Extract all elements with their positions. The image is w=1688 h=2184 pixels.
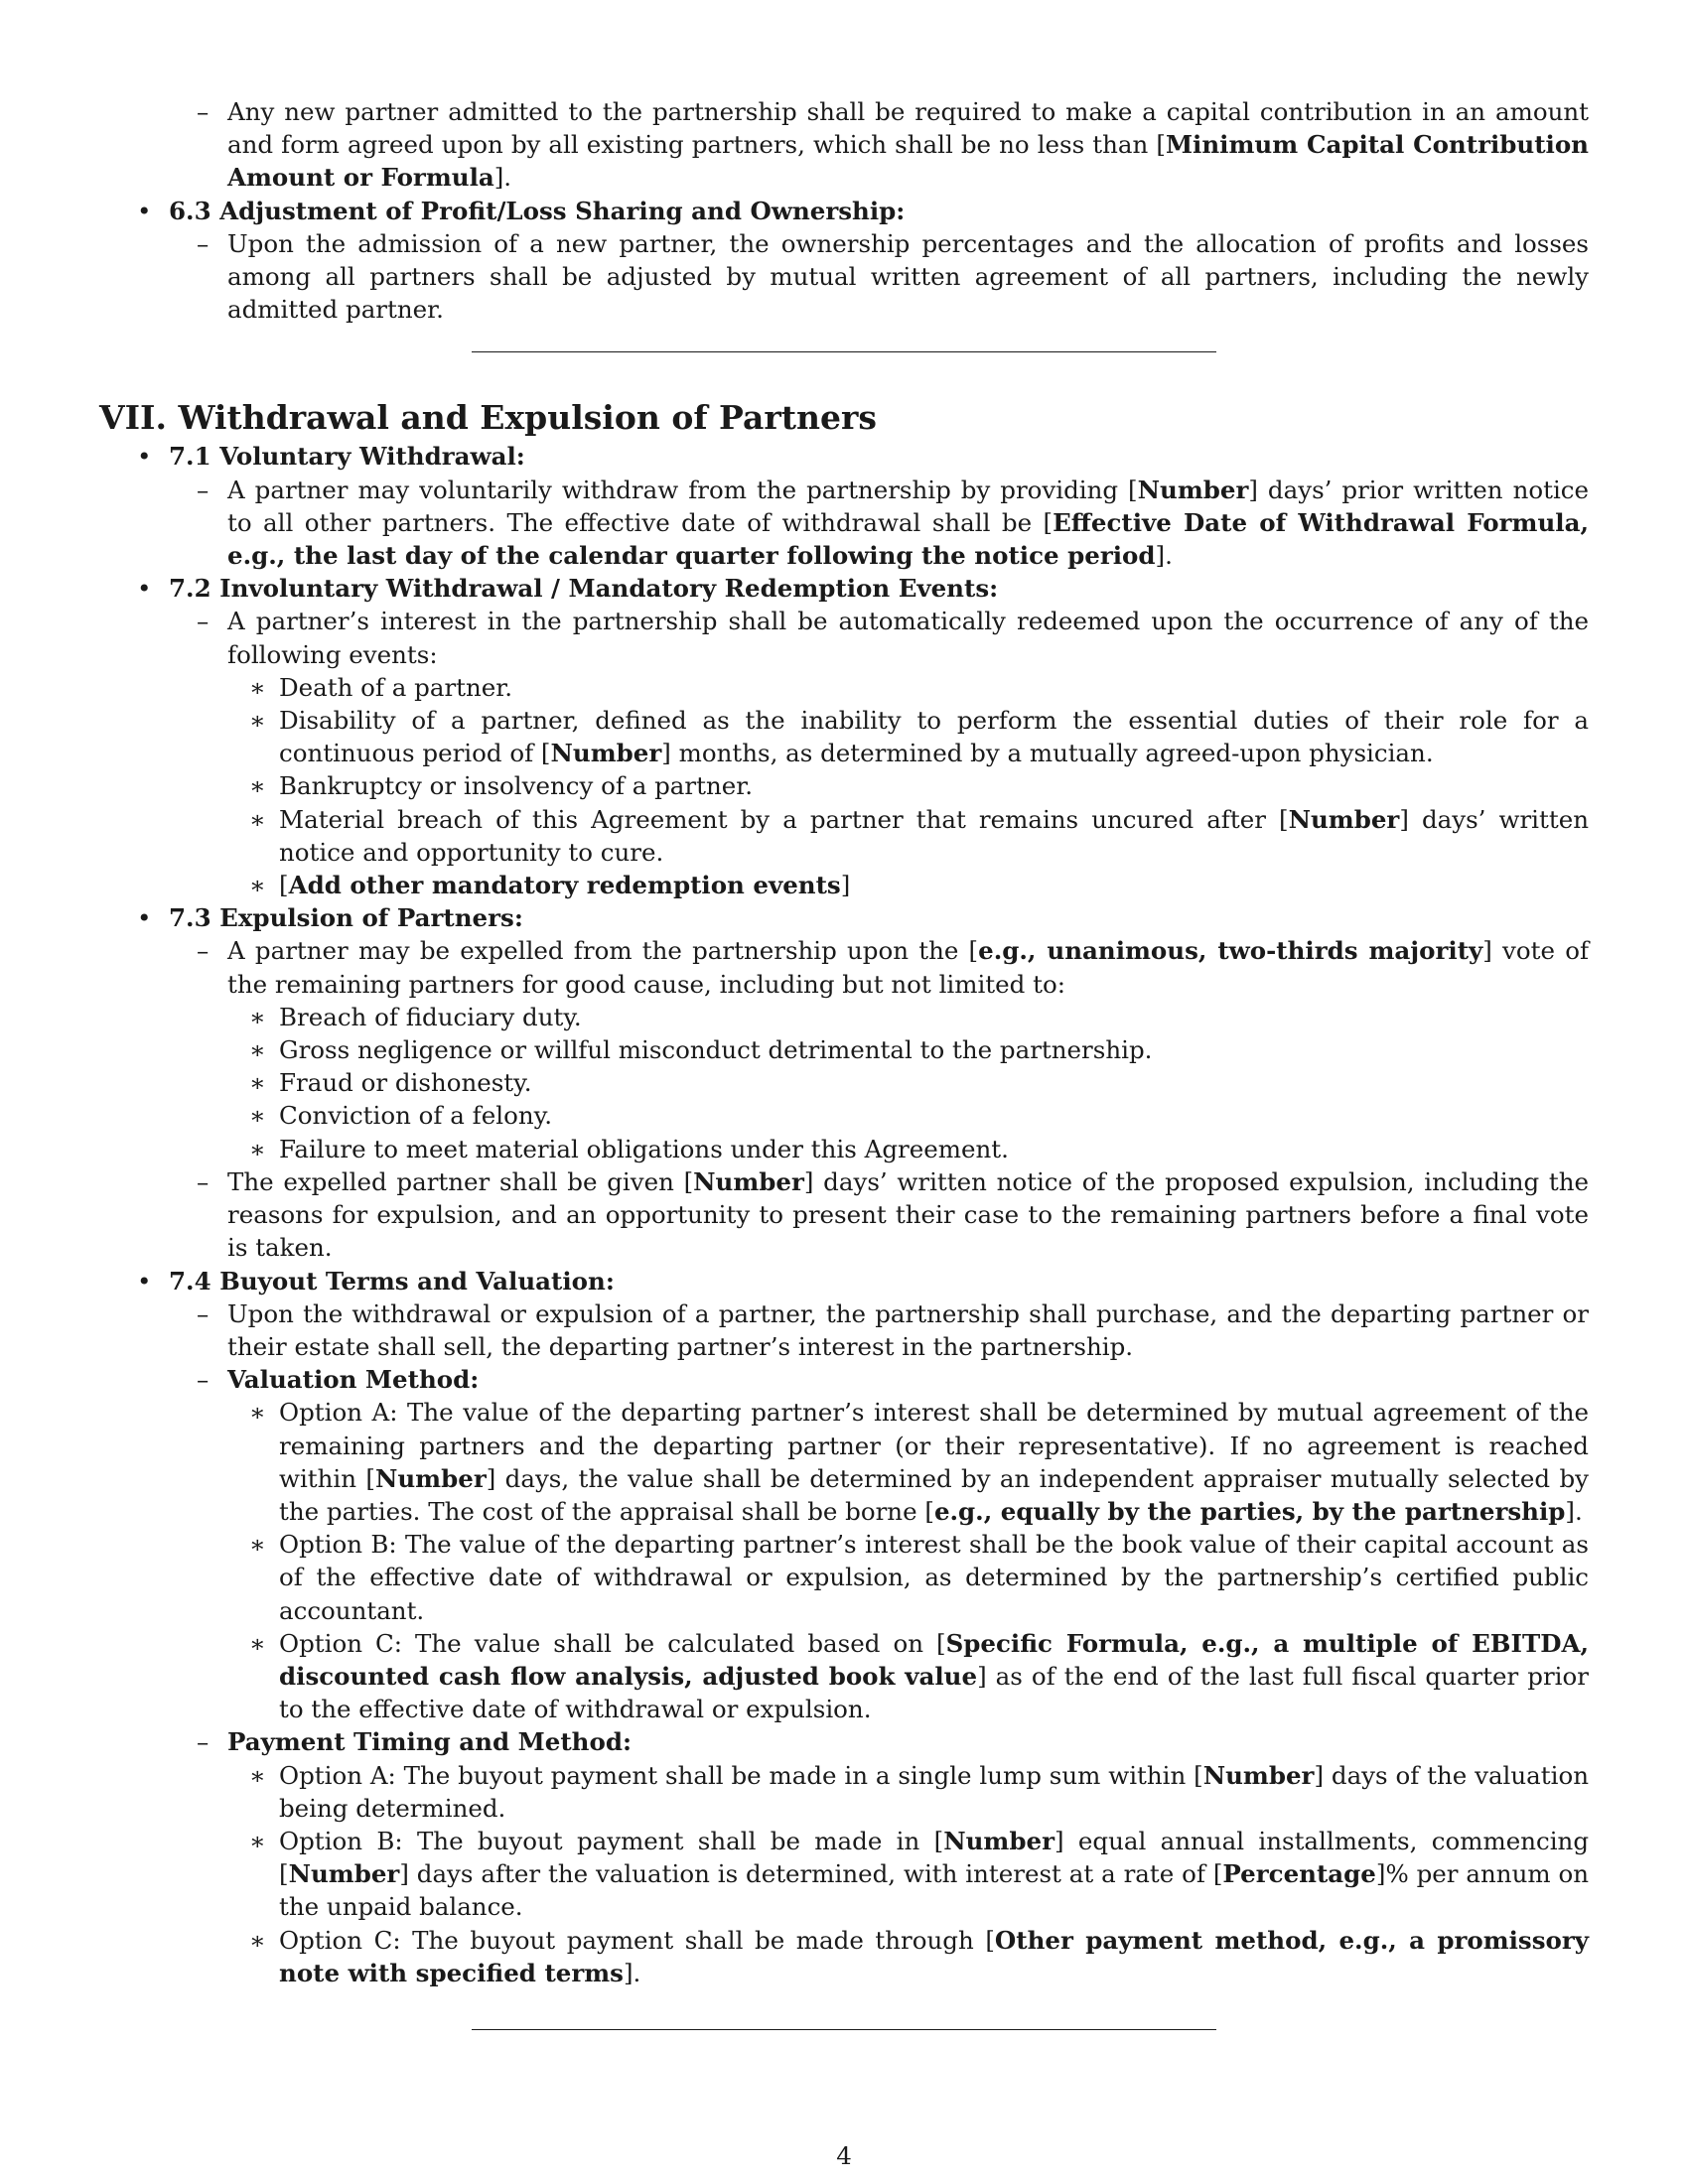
bullet-marker: • xyxy=(137,1266,152,1296)
item-heading: Valuation Method: xyxy=(227,1365,480,1395)
placeholder-field: Other payment method, e.g., a promissory note with specified terms xyxy=(279,1925,1589,1987)
list-item: – A partner may be expelled from the partnership upon the [e.g., unanimous, two-thirds majority] vote of the remaining partners for good cause, including but not limited to: xyxy=(197,936,1590,999)
placeholder-field: e.g., unanimous, two-thirds majority xyxy=(978,936,1483,966)
list-item: – A partner’s interest in the partnership shall be automatically redeemed upon the occurrence of any of the following events: xyxy=(197,607,1589,669)
star-marker: ∗ xyxy=(249,804,266,834)
star-marker: ∗ xyxy=(249,771,266,801)
star-marker: ∗ xyxy=(249,1826,266,1855)
placeholder-field: Number xyxy=(693,1166,804,1196)
star-marker: ∗ xyxy=(249,1101,266,1131)
placeholder-field: Percentage xyxy=(1222,1859,1376,1889)
placeholder-field: Number xyxy=(374,1463,487,1493)
list-item: ∗ Breach of fiduciary duty. xyxy=(99,1001,1589,1033)
star-marker: ∗ xyxy=(249,1068,266,1098)
placeholder-field: Number xyxy=(1202,1760,1315,1790)
bullet-marker: • xyxy=(137,574,152,604)
list-item: ∗ Option C: The buyout payment shall be made through [Other payment method, e.g., a promissory note with specified terms]. xyxy=(249,1925,1589,1987)
list-item: ∗ Bankruptcy or insolvency of a partner. xyxy=(99,769,1589,802)
document-page xyxy=(99,95,1589,2030)
list-item: – A partner may voluntarily withdraw from the partnership by providing [Number] days’ prior written notice to all other partners. The effective date of withdrawal shall be [Effective Date of Withdrawal Formula, e.g., the last day of the calendar quarter following the notice period]. xyxy=(197,475,1589,571)
dash-marker: – xyxy=(197,97,210,126)
star-marker: ∗ xyxy=(249,1628,266,1658)
subsection-heading: 7.3 Expulsion of Partners: xyxy=(169,903,523,933)
list-item: ∗ Death of a partner. xyxy=(99,671,1589,704)
list-item xyxy=(99,195,1589,227)
subsection-heading: 7.4 Buyout Terms and Valuation: xyxy=(169,1266,615,1296)
section-divider xyxy=(472,351,1216,352)
dash-marker: – xyxy=(197,1727,210,1757)
bullet-marker: • xyxy=(137,903,152,933)
star-marker: ∗ xyxy=(249,1925,266,1955)
dash-marker: – xyxy=(197,475,210,504)
star-marker: ∗ xyxy=(249,1134,266,1163)
subsection-heading: 6.3 Adjustment of Profit/Loss Sharing and Ownership: xyxy=(169,196,906,225)
list-item: ∗ Gross negligence or willful misconduct detrimental to the partnership. xyxy=(99,1033,1589,1066)
star-marker: ∗ xyxy=(249,672,266,702)
list-item: ∗ Option B: The buyout payment shall be made in [Number] equal annual installments, commencing [Number] days after the valuation is determined, with interest at a rate of [Percentage]% per annum on the unpaid balance. xyxy=(249,1826,1590,1922)
list-item xyxy=(99,1265,1589,1297)
section-title: VII. Withdrawal and Expulsion of Partners xyxy=(99,398,877,438)
placeholder-field: Number xyxy=(1288,804,1400,834)
star-marker: ∗ xyxy=(249,1398,266,1428)
dash-marker: – xyxy=(197,607,210,636)
dash-marker: – xyxy=(197,1166,210,1196)
star-marker: ∗ xyxy=(249,706,266,736)
list-item: ∗ Failure to meet material obligations under this Agreement. xyxy=(99,1133,1589,1165)
star-marker: ∗ xyxy=(249,1760,266,1790)
placeholder-field: e.g., equally by the parties, by the partnership xyxy=(933,1496,1566,1526)
placeholder-field: Minimum Capital Contribution Amount or Formula xyxy=(227,130,1589,193)
star-marker: ∗ xyxy=(249,871,266,900)
star-marker: ∗ xyxy=(249,1002,266,1031)
placeholder-field: Number xyxy=(943,1826,1055,1855)
star-marker: ∗ xyxy=(249,1530,266,1560)
bullet-marker: • xyxy=(137,196,152,225)
list-item: – The expelled partner shall be given [Number] days’ written notice of the proposed expulsion, including the reasons for expulsion, and an opportunity to present their case to the remaining partners before a final vote is taken. xyxy=(197,1166,1590,1263)
list-item xyxy=(99,440,1589,473)
list-item: ∗ Conviction of a felony. xyxy=(99,1099,1589,1132)
list-item: – Upon the admission of a new partner, the ownership percentages and the allocation of profits and losses among all partners shall be adjusted by mutual written agreement of all partners, including the newly admitted partner. xyxy=(197,228,1589,325)
placeholder-field: Specific Formula, e.g., a multiple of EBITDA, discounted cash flow analysis, adjusted book value xyxy=(279,1628,1589,1691)
placeholder-field: Number xyxy=(288,1859,400,1889)
subsection-heading: 7.2 Involuntary Withdrawal / Mandatory Redemption Events: xyxy=(169,574,999,604)
list-item xyxy=(99,1725,1589,1758)
list-item: ∗ Option B: The value of the departing partner’s interest shall be the book value of their capital account as of the effective date of withdrawal or expulsion, as determined by the partnership’s certified public accountant. xyxy=(249,1530,1589,1625)
dash-marker: – xyxy=(197,936,210,966)
list-item: – Upon the withdrawal or expulsion of a partner, the partnership shall purchase, and the departing partner or their estate shall sell, the departing partner’s interest in the partnership. xyxy=(197,1298,1589,1361)
list-item: ∗ Disability of a partner, defined as the inability to perform the essential duties of their role for a continuous period of [Number] months, as determined by a mutually agreed-upon physician. xyxy=(249,706,1589,768)
item-heading: Payment Timing and Method: xyxy=(227,1727,632,1757)
placeholder-field: Add other mandatory redemption events xyxy=(288,871,841,900)
star-marker: ∗ xyxy=(249,1035,266,1065)
list-item: ∗ Option A: The value of the departing partner’s interest shall be determined by mutual agreement of the remaining partners and the departing partner (or their representative). If no agreement is reached within [Number] days, the value shall be determined by an independent appraiser mutually selected by the parties. The cost of the appraisal shall be borne [e.g., equally by the parties, by the partnership]. xyxy=(249,1398,1589,1526)
dash-marker: – xyxy=(197,1298,210,1328)
subsection-heading: 7.1 Voluntary Withdrawal: xyxy=(169,442,525,472)
list-item xyxy=(99,901,1589,934)
list-item xyxy=(99,572,1589,605)
section-divider xyxy=(472,2029,1216,2030)
placeholder-field: Effective Date of Withdrawal Formula, e.g., the last day of the calendar quarter following the notice period xyxy=(227,507,1589,571)
list-item: ∗ Material breach of this Agreement by a partner that remains uncured after [Number] days’ written notice and opportunity to cure. xyxy=(249,804,1589,867)
list-item: ∗ [Add other mandatory redemption events] xyxy=(99,869,1589,901)
list-item: ∗ Fraud or dishonesty. xyxy=(99,1066,1589,1099)
placeholder-field: Number xyxy=(550,739,662,768)
bullet-marker: • xyxy=(137,442,152,472)
list-item: – Any new partner admitted to the partnership shall be required to make a capital contribution in an amount and form agreed upon by all existing partners, which shall be no less than [Minimum Capital Contribution Amount or Formula]. xyxy=(197,97,1589,193)
list-item: ∗ Option A: The buyout payment shall be made in a single lump sum within [Number] days of the valuation being determined. xyxy=(249,1760,1589,1823)
dash-marker: – xyxy=(197,1365,210,1395)
page-number: 4 xyxy=(836,2141,852,2170)
placeholder-field: Number xyxy=(1137,475,1249,504)
dash-marker: – xyxy=(197,228,210,258)
list-item: ∗ Option C: The value shall be calculated based on [Specific Formula, e.g., a multiple of EBITDA, discounted cash flow analysis, adjusted book value] as of the end of the last full fiscal quarter prior to the effective date of withdrawal or expulsion. xyxy=(249,1628,1589,1724)
list-item xyxy=(99,1363,1589,1396)
